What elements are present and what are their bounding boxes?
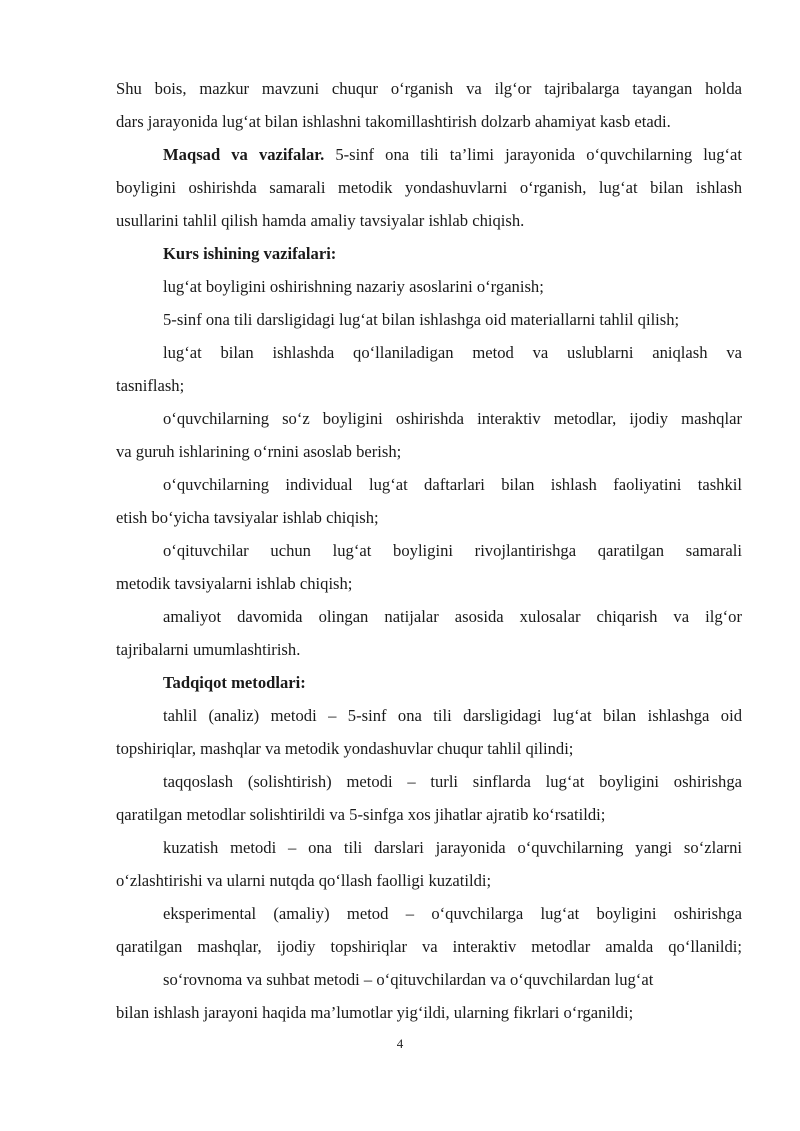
task-item: 5-sinf ona tili darsligidagi lug‘at bilan ishlashga oid materiallarni tahlil qilish; [163, 310, 680, 329]
text-line: usullarini tahlil qilish hamda amaliy tavsiyalar ishlab chiqish. [116, 211, 525, 230]
task-item: amaliyot davomida olingan natijalar asosida xulosalar chiqarish va ilg‘or [163, 607, 742, 626]
text-line: qaratilgan mashqlar, ijodiy topshiriqlar va interaktiv metodlar amalda qo‘llanildi; [116, 937, 742, 956]
text-line: metodik tavsiyalarni ishlab chiqish; [116, 574, 353, 593]
text-line: va guruh ishlarining o‘rnini asoslab berish; [116, 442, 402, 461]
task-item: o‘quvchilarning so‘z boyligini oshirishda interaktiv metodlar, ijodiy mashqlar [163, 409, 742, 428]
text-line: o‘zlashtirishi va ularni nutqda qo‘llash faolligi kuzatildi; [116, 871, 492, 890]
text-line: tajribalarni umumlashtirish. [116, 640, 301, 659]
text-line: qaratilgan metodlar solishtirildi va 5-sinfga xos jihatlar ajratib ko‘rsatildi; [116, 805, 606, 824]
text-line: bilan ishlash jarayoni haqida ma’lumotlar yig‘ildi, ularning fikrlari o‘rganildi; [116, 1003, 634, 1022]
text-line: topshiriqlar, mashqlar va metodik yondashuvlar chuqur tahlil qilindi; [116, 739, 574, 758]
task-item: o‘qituvchilar uchun lug‘at boyligini rivojlantirishga qaratilgan samarali [163, 541, 742, 560]
text-line: boyligini oshirishda samarali metodik yondashuvlarni o‘rganish, lug‘at bilan ishlash [116, 178, 742, 197]
text-line: Shu bois, mazkur mavzuni chuqur o‘rganish va ilg‘or tajribalarga tayangan holda [116, 79, 742, 98]
method-item: kuzatish metodi – ona tili darslari jarayonida o‘quvchilarning yangi so‘zlarni [163, 838, 742, 857]
goal-text: 5-sinf ona tili ta’limi jarayonida o‘quvchilarning lug‘at [335, 145, 742, 164]
text-line: dars jarayonida lug‘at bilan ishlashni takomillashtirish dolzarb ahamiyat kasb etadi. [116, 112, 671, 131]
methods-heading: Tadqiqot metodlari: [163, 673, 306, 692]
goal-heading: Maqsad va vazifalar. [163, 145, 325, 164]
goal-paragraph-line [116, 138, 742, 171]
method-item: taqqoslash (solishtirish) metodi – turli sinflarda lug‘at boyligini oshirishga [163, 772, 742, 791]
page-number: 4 [396, 1036, 404, 1051]
task-item: o‘quvchilarning individual lug‘at daftarlari bilan ishlash faoliyatini tashkil [163, 475, 742, 494]
tasks-heading: Kurs ishining vazifalari: [163, 244, 337, 263]
task-item: lug‘at bilan ishlashda qo‘llaniladigan metod va uslublarni aniqlash va [163, 343, 742, 362]
method-item: so‘rovnoma va suhbat metodi – o‘qituvchilardan va o‘quvchilardan lug‘at [163, 970, 654, 989]
text-line: etish bo‘yicha tavsiyalar ishlab chiqish; [116, 508, 379, 527]
method-item: eksperimental (amaliy) metod – o‘quvchilarga lug‘at boyligini oshirishga [163, 904, 742, 923]
task-item: lug‘at boyligini oshirishning nazariy asoslarini o‘rganish; [163, 277, 544, 296]
method-item: tahlil (analiz) metodi – 5-sinf ona tili darsligidagi lug‘at bilan ishlashga oid [163, 706, 742, 725]
page-body [116, 72, 742, 1029]
text-line: tasniflash; [116, 376, 185, 395]
